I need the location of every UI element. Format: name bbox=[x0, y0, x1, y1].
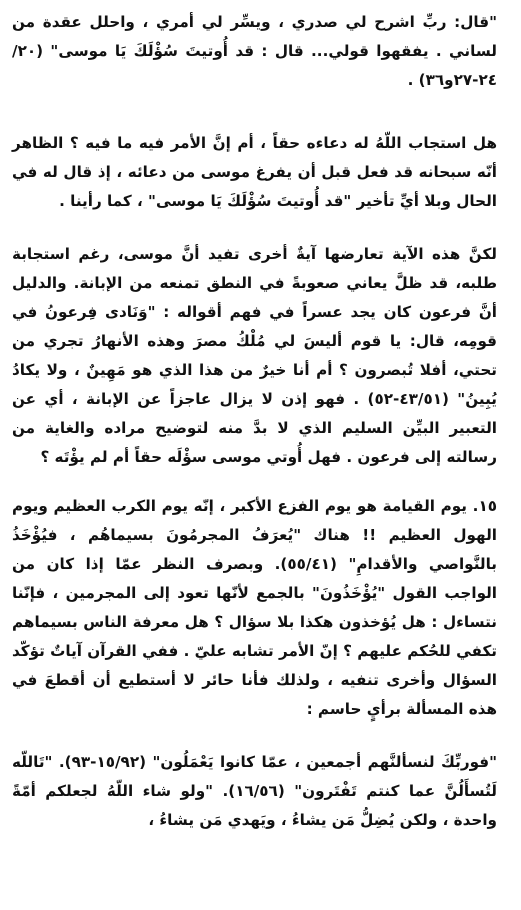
numbered-paragraph: ١٥. يوم القيامة هو يوم الفزع الأكبر ، إنّه يوم الكرب العظيم ويوم الهول العظيم !! هناك "يُعرَفُ المجرمُونَ بسيماهُم ، فيُؤْخَذُ بالنَّواصي والأقدامِ" (٥٥/٤١). وبصرف النظر عمّا إذا كان من الواجب القول "يُؤْخَذُونَ" بالجمع لأنّها تعود إلى المجرمين ، فإنّنا نتساءل : هل يُؤخذون هكذا بلا سؤال ؟ هل معرفة الناس بسيماهم تكفي للحُكم عليهم ؟ إنّ الأمر تشابه عليّ . ففي القرآن آياتٌ تؤكّد السؤال وأخرى تنفيه ، ولذلك فأنا حائر لا أستطيع أن أقطعَ في هذه المسألة برأيٍ حاسم : bbox=[12, 497, 497, 718]
quote-paragraph: "فوربِّكَ لنسألنَّهم أجمعين ، عمّا كانوا يَعْمَلُون" (١٥/٩٢-٩٣). "تَاللّه لَتُسأَلُنَّ عما كنتم تَفْتَرون" (١٦/٥٦). "ولو شاء اللّهُ لجعلكم أمّةً واحدة ، ولكن يُضِلُّ مَن يشاءُ ، ويَهدي مَن يشاءُ ، bbox=[12, 753, 497, 829]
body-paragraph: لكنَّ هذه الآية تعارضها آيةٌ أخرى تفيد أنَّ موسى، رغم استجابة طلبه، قد ظلَّ يعاني صعوبةً في النطق تمنعه من الإبانة. والدليل أنَّ فرعون كان يجد عسراً في فهم أقواله : "وَنَادى فِرعونُ في قومِه، قال: يا قوم أليسَ لي مُلْكُ مصرَ وهذه الأنهارُ تجري من تحتي، أفلا تُبصرون ؟ أم أنا خيرٌ من هذا الذي هو مَهِينٌ ، ولا يكادُ يُبِينُ" (٤٣/٥١-٥٢) . فهو إذن لا يزال عاجزاً عن الإبانة ، أي عن التعبير البيِّن السليم الذي لا بدَّ منه لتوضيح مراده والغاية من رسالته إلى فرعون . فهل أُوتي موسى سؤْلَه حقاً أم لم يؤْتَه ؟ bbox=[12, 245, 497, 466]
quote-paragraph: "قال: ربِّ اشرح لي صدري ، ويسِّر لي أمري ، واحلل عقدة من لساني . يفقهوا قولي... قال : قد أُوتيتَ سُؤْلَكَ يَا موسى" (٢٠/ ٢٤-٢٧و٣٦) . bbox=[12, 13, 497, 89]
body-paragraph: هل استجاب اللّهُ له دعاءه حقاً ، أم إنَّ الأمر فيه ما فيه ؟ الظاهر أنّه سبحانه قد فعل قبل أن يفرغ موسى من دعائه ، إذ قال له في الحال وبلا أيِّ تأخير "قد أُوتيتَ سُؤْلَكَ يَا موسى" ، كما رأينا . bbox=[12, 134, 497, 210]
